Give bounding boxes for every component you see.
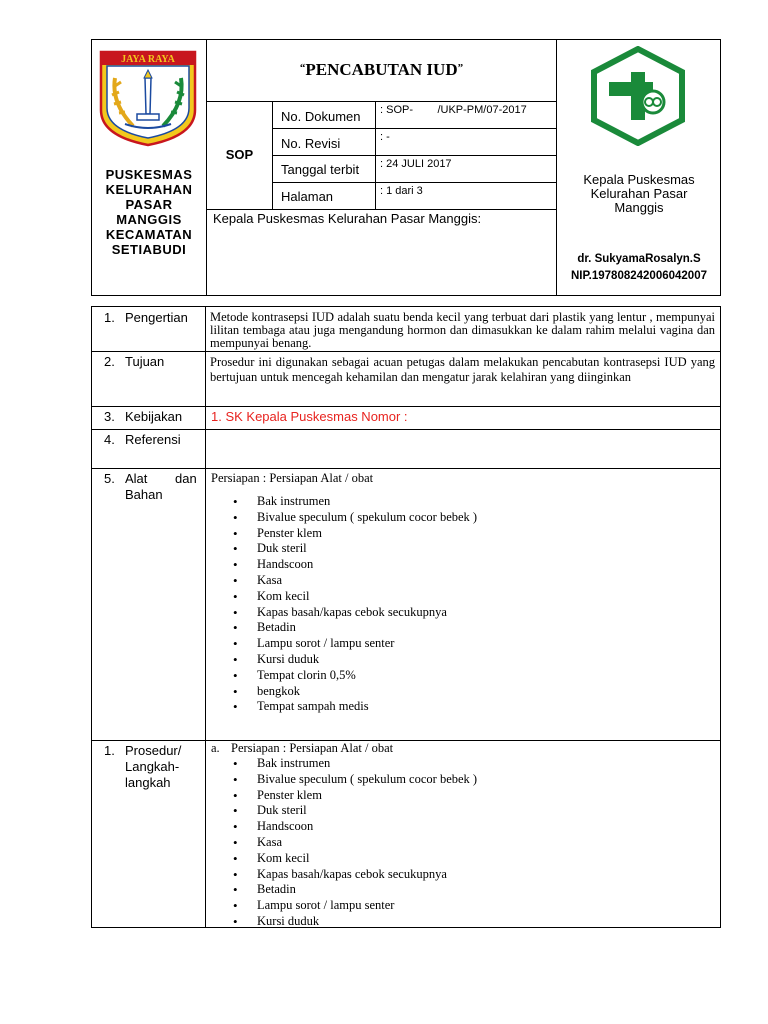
list-item: • Bivalue speculum ( spekulum cocor bebek ) [227,772,707,788]
kebijakan-text: 1. SK Kepala Puskesmas Nomor : [211,409,408,424]
content-border-left [91,306,92,928]
row-divider-5 [91,740,721,741]
prosedur-intro: Persiapan : Persiapan Alat / obat [231,741,394,755]
meta-bottom-divider [206,209,556,210]
prosedur-intro-marker: a. [211,741,220,755]
list-item: • Handscoon [227,557,707,573]
row-label-referensi: Referensi [125,432,181,447]
row-num-referensi: 4. [104,432,115,447]
meta-label-halaman: Halaman [281,189,334,204]
list-item: • Lampu sorot / lampu senter [227,636,707,652]
list-item: • Betadin [227,882,707,898]
signer-nip: NIP.197808242006042007 [570,270,707,282]
meta-label-dokumen: No. Dokumen [281,109,361,124]
list-item: • Handscoon [227,819,707,835]
page-title-text: PENCABUTAN IUD [305,60,458,79]
org-name-line: MANGGIS [116,212,182,227]
right-title-line: Kelurahan Pasar [590,186,688,201]
page-title [207,60,556,80]
org-name-line: KELURAHAN [105,182,193,197]
list-item: • Kasa [227,573,707,589]
row-divider-1 [91,351,721,352]
prosedur-list [227,756,707,930]
header-border-top [91,39,721,40]
row-label-kebijakan: Kebijakan [125,409,183,424]
pengertian-text: Metode kontrasepsi IUD adalah suatu benda kecil yang terbuat dari plastik yang lentur , mempunyai lilitan tembaga atau juga mengandung hormon dan dimasukkan ke dalam rahim melalui vagina dan mempunyai benang. [210,310,715,350]
row-num-pengertian: 1. [104,310,115,325]
right-title-line: Kepala Puskesmas [583,172,695,187]
alat-list [227,494,707,715]
right-title-line: Manggis [614,200,664,215]
row-label-prosedur-line: langkah [125,775,171,790]
meta-value-dokumen: : SOP- /UKP-PM/07-2017 [380,104,527,116]
row-label-pengertian: Pengertian [125,310,188,325]
list-item: • Kursi duduk [227,652,707,668]
list-item: • Duk steril [227,541,707,557]
content-border-right [720,306,721,928]
head-sign-line: Kepala Puskesmas Kelurahan Pasar Manggis: [213,211,482,226]
meta-row-divider-3 [272,182,556,183]
row-label-alat-b: dan [175,471,197,486]
org-name-line: KECAMATAN [105,227,193,242]
meta-value-halaman: : 1 dari 3 [380,185,423,197]
row-num-kebijakan: 3. [104,409,115,424]
org-name-line: PUSKESMAS [105,167,193,182]
meta-label-tanggal: Tanggal terbit [281,162,360,177]
tujuan-text: Prosedur ini digunakan sebagai acuan petugas dalam melakukan pencabutan kontrasepsi IUD yang bertujuan untuk mencegah kehamilan dan mengatur jarak kelahiran yang diinginkan [210,355,715,384]
list-item: • Kom kecil [227,589,707,605]
list-item: • Kursi duduk [227,914,707,930]
row-num-prosedur: 1. [104,743,115,758]
org-name [92,167,206,257]
sop-label: SOP [225,147,254,162]
row-num-alat: 5. [104,471,115,486]
row-label-prosedur-line: Langkah- [125,759,180,774]
alat-intro: Persiapan : Persiapan Alat / obat [211,471,374,485]
row-label-alat-c: Bahan [125,487,163,502]
list-item: • Duk steril [227,803,707,819]
row-label-alat-a: Alat [125,471,148,486]
list-item: • Tempat sampah medis [227,699,707,715]
row-num-tujuan: 2. [104,354,115,369]
jaya-raya-logo [93,48,203,148]
list-item: • Tempat clorin 0,5% [227,668,707,684]
row-label-tujuan: Tujuan [125,354,165,369]
list-item: • Penster klem [227,788,707,804]
list-item: • Penster klem [227,526,707,542]
list-item: • Bak instrumen [227,756,707,772]
meta-row-divider-2 [272,155,556,156]
content-border-top [91,306,721,307]
row-label-prosedur [125,743,181,791]
row-label-prosedur-line: Prosedur/ [125,743,182,758]
content-col-divider [205,306,206,928]
title-open-quote: “ [299,62,306,74]
list-item: • bengkok [227,684,707,700]
list-item: • Kom kecil [227,851,707,867]
meta-label-revisi: No. Revisi [281,136,341,151]
org-name-line: PASAR [125,197,173,212]
list-item: • Bivalue speculum ( spekulum cocor bebek ) [227,510,707,526]
list-item: • Bak instrumen [227,494,707,510]
list-item: • Kasa [227,835,707,851]
header-title-divider [206,101,556,102]
logo-banner-text: JAYA RAYA [121,54,175,65]
meta-row-divider-1 [272,128,556,129]
row-divider-2 [91,406,721,407]
meta-value-revisi: : - [380,131,390,143]
row-divider-3 [91,429,721,430]
signer-name: dr. SukyamaRosalyn.S [577,253,701,265]
list-item: • Lampu sorot / lampu senter [227,898,707,914]
list-item: • Kapas basah/kapas cebok secukupnya [227,605,707,621]
right-title [557,173,721,215]
title-close-quote: ” [457,62,464,74]
row-divider-4 [91,468,721,469]
meta-value-tanggal: : 24 JULI 2017 [380,158,452,170]
puskesmas-logo [585,46,691,146]
list-item: • Kapas basah/kapas cebok secukupnya [227,867,707,883]
list-item: • Betadin [227,620,707,636]
org-name-line: SETIABUDI [111,242,187,257]
header-border-bottom [91,295,721,296]
